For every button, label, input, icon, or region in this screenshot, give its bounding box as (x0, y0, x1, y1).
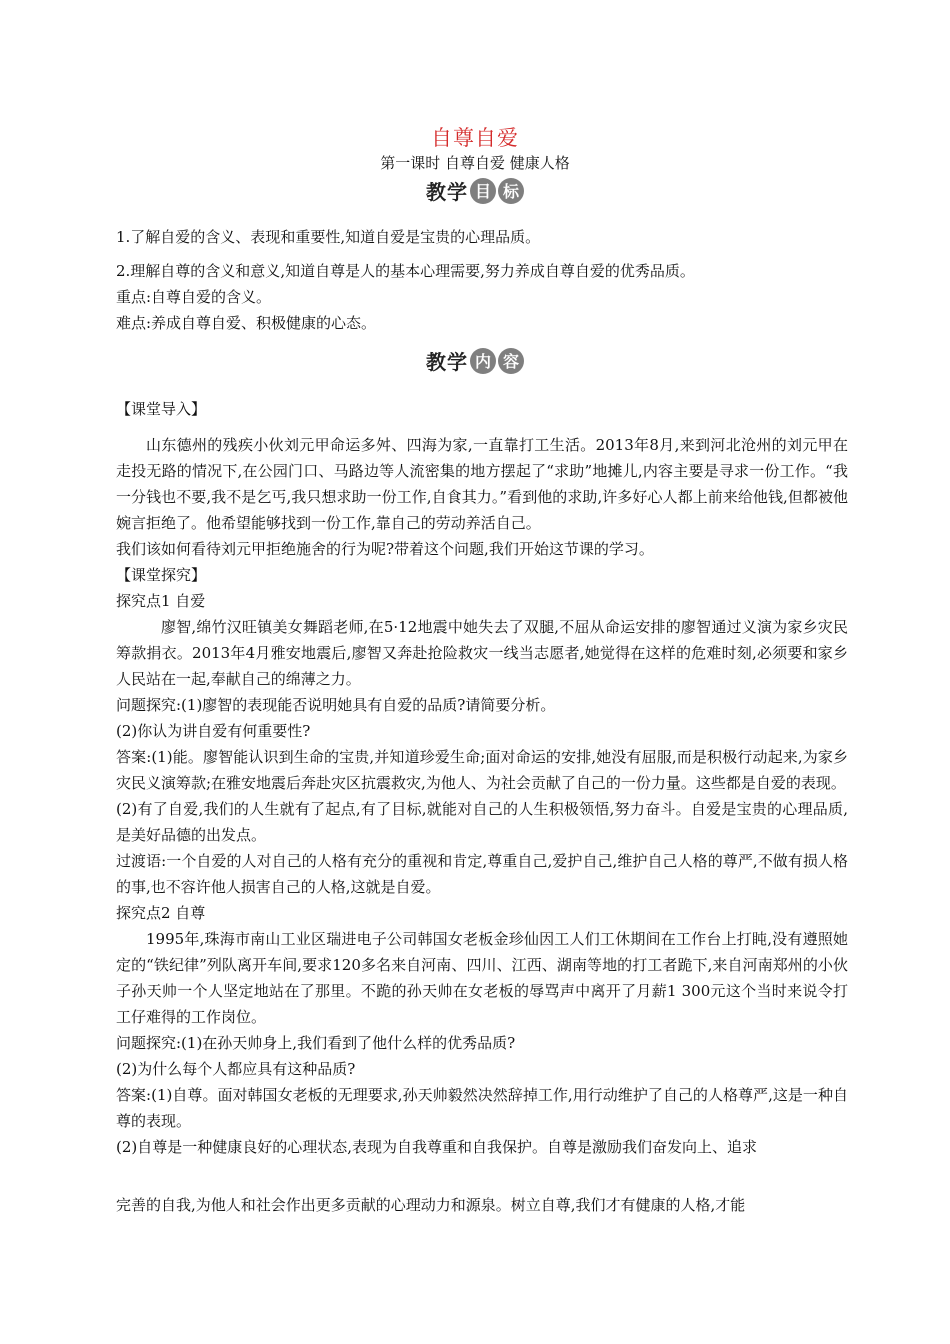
page-title: 自尊自爱 (431, 126, 519, 150)
goal-1: 1.了解自爱的含义、表现和重要性,知道自爱是宝贵的心理品质。 (116, 228, 541, 246)
difficult-point: 难点:养成自尊自爱、积极健康的心态。 (116, 314, 377, 332)
banner-content-circle-1: 内 (470, 348, 496, 374)
point1-question-2: (2)你认为讲自爱有何重要性? (116, 722, 311, 740)
intro-heading: 【课堂导入】 (116, 400, 207, 418)
point2-answer-2-part-a: (2)自尊是一种健康良好的心理状态,表现为自我尊重和自我保护。自尊是激励我们奋发向上、追求 (116, 1138, 758, 1156)
intro-story: 山东德州的残疾小伙刘元甲命运多舛、四海为家,一直靠打工生活。2013年8月,来到河北沧州的刘元甲在走投无路的情况下,在公园门口、马路边等人流密集的地方摆起了“求助”地摊儿,内容主要是寻求一份工作。“我一分钱也不要,我不是乞丐,我只想求助一份工作,自食其力。”看到他的求助,许多好心人都上前来给他钱,但都被他婉言拒绝了。他希望能够找到一份工作,靠自己的劳动养活自己。 (116, 436, 848, 532)
banner-content-text: 教学 (426, 350, 468, 374)
banner-goals-text: 教学 (426, 180, 468, 204)
point2-question-1: 问题探究:(1)在孙天帅身上,我们看到了他什么样的优秀品质? (116, 1034, 516, 1052)
main-content (116, 432, 848, 1160)
point1-heading: 探究点1 自爱 (116, 592, 206, 610)
key-point: 重点:自尊自爱的含义。 (116, 288, 272, 306)
explore-heading: 【课堂探究】 (116, 566, 207, 584)
point2-question-2: (2)为什么每个人都应具有这种品质? (116, 1060, 356, 1078)
intro-question: 我们该如何看待刘元甲拒绝施舍的行为呢?带着这个问题,我们开始这节课的学习。 (116, 540, 654, 558)
point1-answer-1: 答案:(1)能。廖智能认识到生命的宝贵,并知道珍爱生命;面对命运的安排,她没有屈服,而是积极行动起来,为家乡灾民义演筹款;在雅安地震后奔赴灾区抗震救灾,为他人、为社会贡献了自己的一份力量。这些都是自爱的表现。 (116, 748, 848, 792)
page-subtitle: 第一课时 自尊自爱 健康人格 (380, 154, 570, 172)
point1-question-1: 问题探究:(1)廖智的表现能否说明她具有自爱的品质?请简要分析。 (116, 696, 556, 714)
point1-answer-2: (2)有了自爱,我们的人生就有了起点,有了目标,就能对自己的人生积极领悟,努力奋斗。自爱是宝贵的心理品质,是美好品德的出发点。 (116, 800, 848, 844)
teaching-goals-banner (0, 176, 950, 205)
banner-content-circle-2: 容 (498, 348, 524, 374)
point2-story: 1995年,珠海市南山工业区瑞进电子公司韩国女老板金珍仙因工人们工休期间在工作台上打盹,没有遵照她定的“铁纪律”列队离开车间,要求120多名来自河南、四川、江西、湖南等地的打工者跪下,来自河南郑州的小伙子孙天帅一个人坚定地站在了那里。不跪的孙天帅在女老板的辱骂声中离开了月薪1 300元这个当时来说令打工仔难得的工作岗位。 (116, 930, 848, 1026)
banner-goals-circle-1: 目 (470, 178, 496, 204)
point2-answer-2-part-b: 完善的自我,为他人和社会作出更多贡献的心理动力和源泉。树立自尊,我们才有健康的人格,才能 (116, 1196, 746, 1214)
goal-2: 2.理解自尊的含义和意义,知道自尊是人的基本心理需要,努力养成自尊自爱的优秀品质。 (116, 262, 695, 280)
point2-heading: 探究点2 自尊 (116, 904, 206, 922)
point2-answer-1: 答案:(1)自尊。面对韩国女老板的无理要求,孙天帅毅然决然辞掉工作,用行动维护了自己的人格尊严,这是一种自尊的表现。 (116, 1086, 848, 1130)
goals-list (116, 258, 848, 336)
transition-text: 过渡语:一个自爱的人对自己的人格有充分的重视和肯定,尊重自己,爱护自己,维护自己人格的尊严,不做有损人格的事,也不容许他人损害自己的人格,这就是自爱。 (116, 852, 848, 896)
teaching-content-banner (0, 346, 950, 375)
point1-story: 廖智,绵竹汉旺镇美女舞蹈老师,在5·12地震中她失去了双腿,不屈从命运安排的廖智通过义演为家乡灾民筹款捐衣。2013年4月雅安地震后,廖智又奔赴抢险救灾一线当志愿者,她觉得在这样的危难时刻,必须要和家乡人民站在一起,奉献自己的绵薄之力。 (116, 618, 848, 688)
banner-goals-circle-2: 标 (498, 178, 524, 204)
